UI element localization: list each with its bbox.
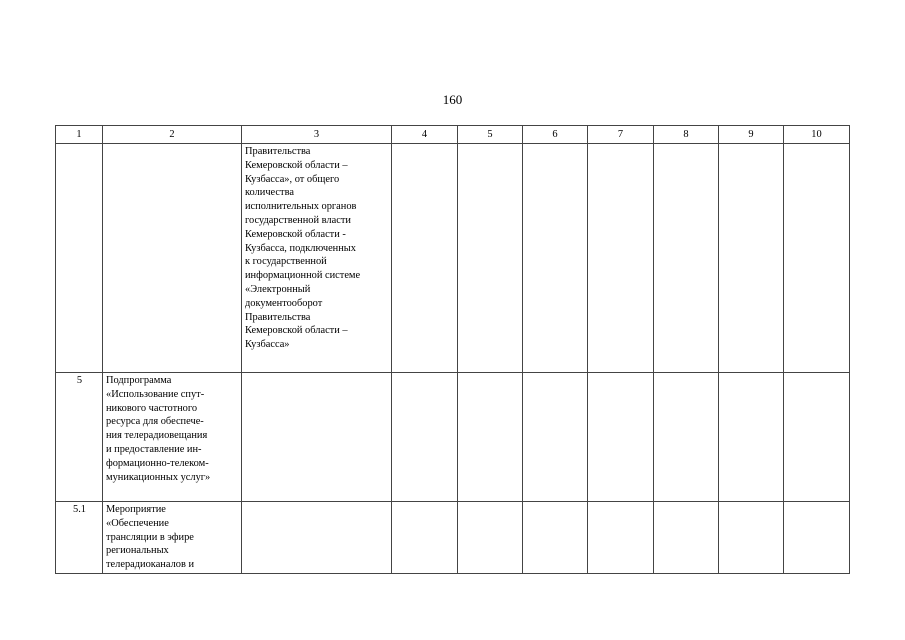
empty-cell xyxy=(588,373,654,502)
empty-cell xyxy=(654,373,719,502)
table-header-row xyxy=(56,126,850,144)
column-header: 3 xyxy=(242,126,392,144)
empty-cell xyxy=(458,373,523,502)
program-table xyxy=(55,125,850,574)
empty-cell xyxy=(392,144,458,373)
empty-cell xyxy=(719,502,784,574)
empty-cell xyxy=(523,502,588,574)
row-number-cell: 5.1 xyxy=(56,502,103,574)
column-header: 9 xyxy=(719,126,784,144)
row-number-cell xyxy=(56,144,103,373)
row-name-cell xyxy=(103,144,242,373)
empty-cell xyxy=(523,373,588,502)
empty-cell xyxy=(654,144,719,373)
empty-cell xyxy=(654,502,719,574)
column-header: 1 xyxy=(56,126,103,144)
row-name-cell: Мероприятие «Обеспечение трансляции в эфире региональных телерадиоканалов и xyxy=(103,502,242,574)
empty-cell xyxy=(458,144,523,373)
column-header: 6 xyxy=(523,126,588,144)
indicator-cell xyxy=(242,373,392,502)
empty-cell xyxy=(784,144,850,373)
column-header: 2 xyxy=(103,126,242,144)
column-header: 7 xyxy=(588,126,654,144)
column-header: 10 xyxy=(784,126,850,144)
empty-cell xyxy=(392,373,458,502)
empty-cell xyxy=(719,373,784,502)
indicator-cell xyxy=(242,502,392,574)
row-number-cell: 5 xyxy=(56,373,103,502)
column-header: 4 xyxy=(392,126,458,144)
empty-cell xyxy=(719,144,784,373)
empty-cell xyxy=(458,502,523,574)
empty-cell xyxy=(392,502,458,574)
column-header: 8 xyxy=(654,126,719,144)
row-name-cell: Подпрограмма «Использование спут- никового частотного ресурса для обеспече- ния телерадиовещания и предоставление ин- формационно-телеком- муникационных услуг» xyxy=(103,373,242,502)
empty-cell xyxy=(523,144,588,373)
table-row xyxy=(56,502,850,574)
empty-cell xyxy=(588,144,654,373)
empty-cell xyxy=(784,502,850,574)
empty-cell xyxy=(588,502,654,574)
table-row xyxy=(56,144,850,373)
indicator-cell: Правительства Кемеровской области – Кузбасса», от общего количества исполнительных органов государственной власти Кемеровской области - Кузбасса, подключенных к государственной информационной системе «Электронный документооборот Правительства Кемеровской области – Кузбасса» xyxy=(242,144,392,373)
column-header: 5 xyxy=(458,126,523,144)
table-row xyxy=(56,373,850,502)
empty-cell xyxy=(784,373,850,502)
page-number: 160 xyxy=(442,92,463,107)
